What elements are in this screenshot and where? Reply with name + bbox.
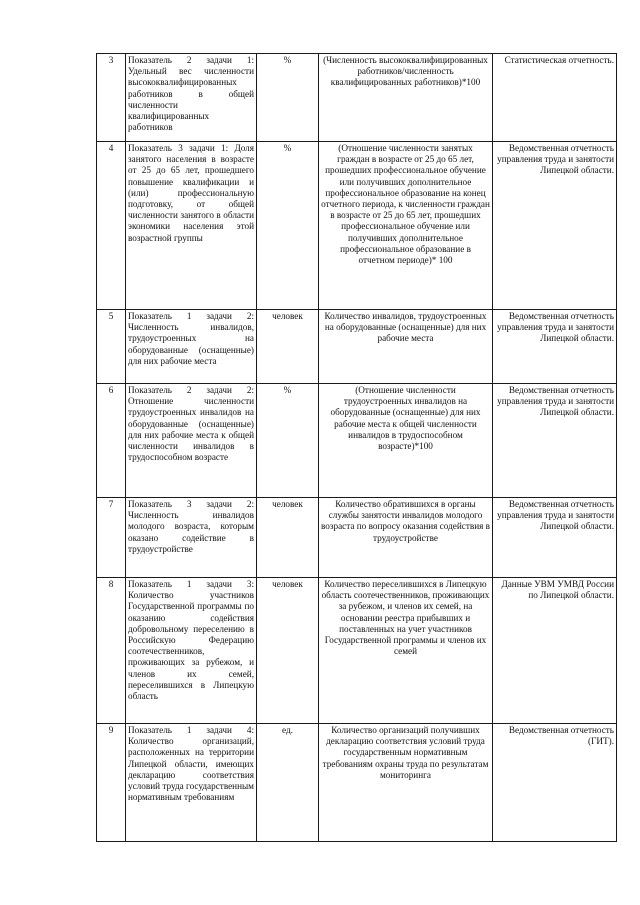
unit: %: [257, 142, 319, 310]
calculation-method: (Отношение численности трудоустроенных инвалидов на оборудованные (оснащенные) для них рабочие места к общей численности инвалидов в трудоспособном возрасте)*100: [319, 384, 493, 498]
data-source: Данные УВМ УМВД России по Липецкой области.: [493, 578, 617, 724]
unit: человек: [257, 578, 319, 724]
indicators-table: [96, 53, 617, 842]
calculation-method: (Отношение численности занятых граждан в возрасте от 25 до 65 лет, прошедших профессиональное обучение или получивших дополнительное профессиональное образование на конец отчетного периода, к численности граждан в возрасте от 25 до 65 лет, прошедших профессиональное обучение или получивших дополнительное профессиональное образование в отчетном периоде)* 100: [319, 142, 493, 310]
data-source: Ведомственная отчетность управления труда и занятости Липецкой области.: [493, 142, 617, 310]
unit: %: [257, 54, 319, 142]
unit: %: [257, 384, 319, 498]
data-source: Статистическая отчетность.: [493, 54, 617, 142]
unit: ед.: [257, 724, 319, 842]
table-row: [97, 384, 617, 498]
row-number: 9: [97, 724, 126, 842]
data-source: Ведомственная отчетность управления труда и занятости Липецкой области.: [493, 384, 617, 498]
row-number: 5: [97, 310, 126, 384]
data-source: Ведомственная отчетность управления труда и занятости Липецкой области.: [493, 498, 617, 578]
indicator-name: Показатель 2 задачи 2: Отношение численности трудоустроенных инвалидов на оборудованные (оснащенные) для них рабочие места к общей численности инвалидов в трудоспособном возрасте: [126, 384, 257, 498]
calculation-method: Количество переселившихся в Липецкую область соотечественников, проживающих за рубежом, и членов их семей, на основании реестра прибывших и поставленных на учет участников Государственной программы и членов их семей: [319, 578, 493, 724]
indicator-name: Показатель 1 задачи 4: Количество организаций, расположенных на территории Липецкой области, имеющих декларацию соответствия условий труда государственным нормативным требованиям: [126, 724, 257, 842]
table-row: [97, 310, 617, 384]
calculation-method: Количество инвалидов, трудоустроенных на оборудованные (оснащенные) для них рабочие места: [319, 310, 493, 384]
row-number: 3: [97, 54, 126, 142]
indicator-name: Показатель 1 задачи 3: Количество участников Государственной программы по оказанию содействия добровольному переселению в Российскую Федерацию соотечественников, проживающих за рубежом, и членов их семей, переселившихся в Липецкую область: [126, 578, 257, 724]
unit: человек: [257, 310, 319, 384]
unit: человек: [257, 498, 319, 578]
row-number: 7: [97, 498, 126, 578]
table-row: [97, 54, 617, 142]
calculation-method: Количество организаций получивших декларацию соответствия условий труда государственным нормативным требованиям охраны труда по результатам мониторинга: [319, 724, 493, 842]
table-row: [97, 578, 617, 724]
indicator-name: Показатель 3 задачи 1: Доля занятого населения в возрасте от 25 до 65 лет, прошедшего повышение квалификации и (или) профессиональную подготовку, от общей численности занятого в области экономики населения этой возрастной группы: [126, 142, 257, 310]
calculation-method: (Численность высококвалифицированных работников/численность квалифицированных работников)*100: [319, 54, 493, 142]
indicator-name: Показатель 1 задачи 2: Численность инвалидов, трудоустроенных на оборудованные (оснащенные) для них рабочие места: [126, 310, 257, 384]
data-source: Ведомственная отчетность управления труда и занятости Липецкой области.: [493, 310, 617, 384]
indicator-name: Показатель 3 задачи 2: Численность инвалидов молодого возраста, которым оказано содействие в трудоустройстве: [126, 498, 257, 578]
indicator-name: Показатель 2 задачи 1: Удельный вес численности высококвалифицированных работников в общей численности квалифицированных работников: [126, 54, 257, 142]
table-row: [97, 724, 617, 842]
row-number: 6: [97, 384, 126, 498]
table-row: [97, 498, 617, 578]
calculation-method: Количество обратившихся в органы службы занятости инвалидов молодого возраста по вопросу оказания содействия в трудоустройстве: [319, 498, 493, 578]
table-row: [97, 142, 617, 310]
row-number: 8: [97, 578, 126, 724]
data-source: Ведомственная отчетность (ГИТ).: [493, 724, 617, 842]
row-number: 4: [97, 142, 126, 310]
